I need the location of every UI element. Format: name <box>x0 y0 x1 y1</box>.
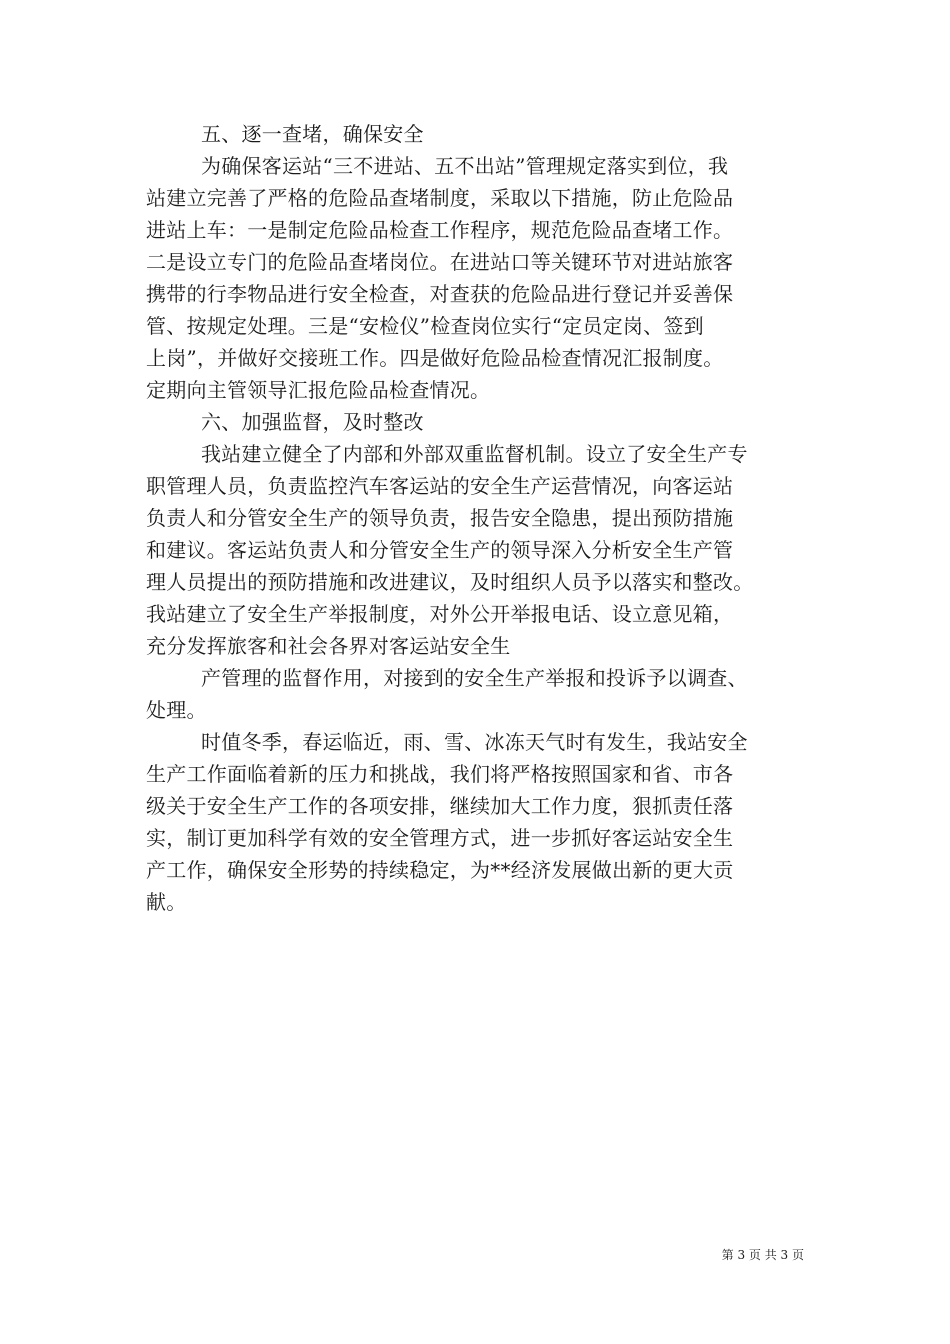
page-number-footer: 第 3 页 共 3 页 <box>721 1248 804 1262</box>
section-heading: 六、加强监督，及时整改 <box>201 410 424 434</box>
paragraph-line: 级关于安全生产工作的各项安排，继续加大工作力度，狠抓责任落 <box>146 794 734 818</box>
paragraph-line: 职管理人员，负责监控汽车客运站的安全生产运营情况，向客运站 <box>146 474 734 498</box>
paragraph-line: 理人员提出的预防措施和改进建议，及时组织人员予以落实和整改。 <box>146 570 754 594</box>
paragraph-line: 献。 <box>146 890 187 914</box>
paragraph-line: 携带的行李物品进行安全检查，对查获的危险品进行登记并妥善保 <box>146 282 734 306</box>
paragraph-line: 定期向主管领导汇报危险品检查情况。 <box>146 378 491 402</box>
paragraph-line: 处理。 <box>146 698 207 722</box>
paragraph-line: 我站建立了安全生产举报制度，对外公开举报电话、设立意见箱， <box>146 602 734 626</box>
paragraph-line: 二是设立专门的危险品查堵岗位。在进站口等关键环节对进站旅客 <box>146 250 734 274</box>
paragraph-line: 站建立完善了严格的危险品查堵制度，采取以下措施，防止危险品 <box>146 186 734 210</box>
paragraph-line: 管、按规定处理。三是“安检仪”检查岗位实行“定员定岗、签到 <box>146 314 704 338</box>
paragraph-line: 和建议。客运站负责人和分管安全生产的领导深入分析安全生产管 <box>146 538 734 562</box>
paragraph-line: 生产工作面临着新的压力和挑战，我们将严格按照国家和省、市各 <box>146 762 734 786</box>
paragraph-line: 负责人和分管安全生产的领导负责，报告安全隐患，提出预防措施 <box>146 506 734 530</box>
paragraph-line: 我站建立健全了内部和外部双重监督机制。设立了安全生产专 <box>201 442 748 466</box>
paragraph-line: 上岗”，并做好交接班工作。四是做好危险品检查情况汇报制度。 <box>146 346 724 370</box>
paragraph-line: 实，制订更加科学有效的安全管理方式，进一步抓好客运站安全生 <box>146 826 734 850</box>
section-heading: 五、逐一查堵，确保安全 <box>201 122 424 146</box>
paragraph-line: 为确保客运站“三不进站、五不出站”管理规定落实到位，我 <box>201 154 729 178</box>
document-body <box>146 118 808 918</box>
paragraph-line: 充分发挥旅客和社会各界对客运站安全生 <box>146 634 511 658</box>
paragraph-line: 进站上车：一是制定危险品检查工作程序，规范危险品查堵工作。 <box>146 218 734 242</box>
paragraph-line: 时值冬季，春运临近，雨、雪、冰冻天气时有发生，我站安全 <box>201 730 748 754</box>
paragraph-line: 产管理的监督作用，对接到的安全生产举报和投诉予以调查、 <box>201 666 748 690</box>
paragraph-line: 产工作，确保安全形势的持续稳定，为**经济发展做出新的更大贡 <box>146 858 734 882</box>
